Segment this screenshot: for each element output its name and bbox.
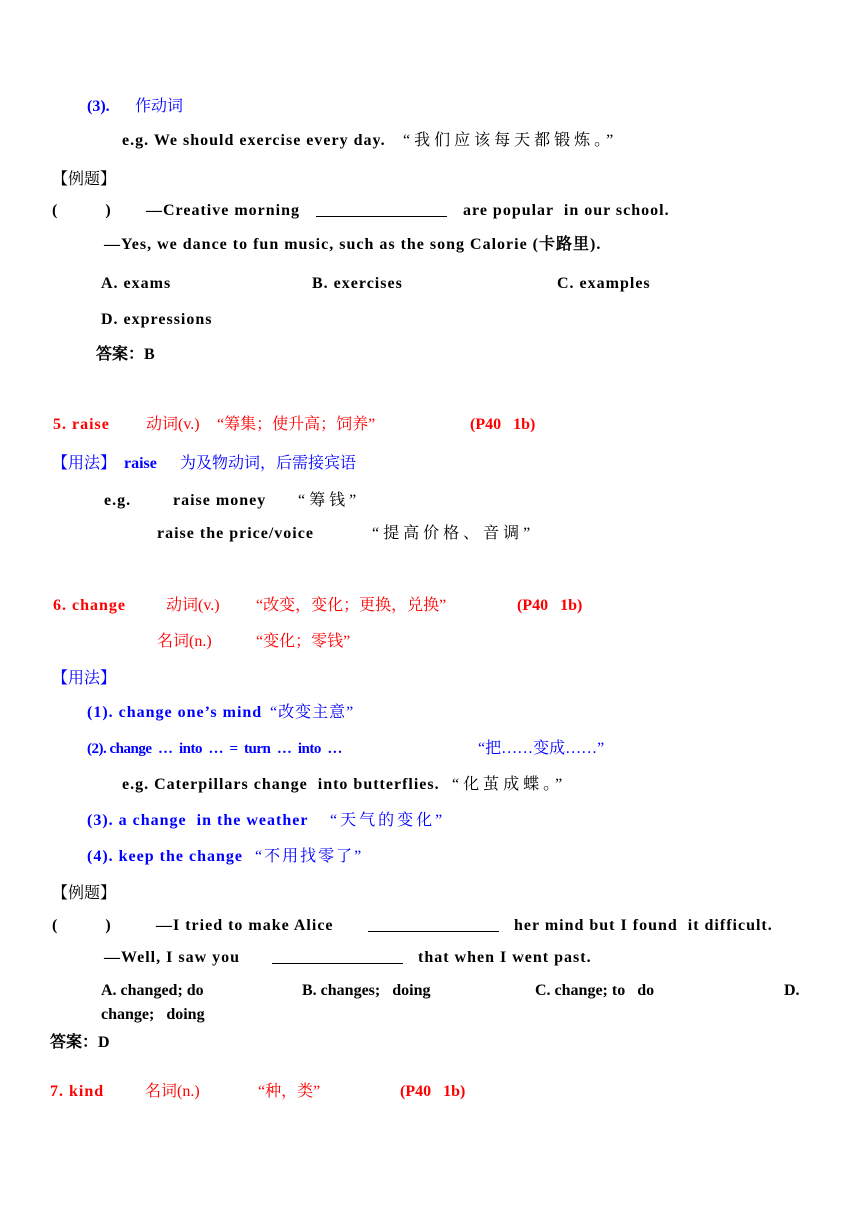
word6-usage3-en: (3). a change in the weather	[87, 812, 309, 829]
example2-answer-blank-2	[272, 949, 403, 964]
example1-question-part1: —Creative morning	[146, 202, 301, 219]
example2-answer: 答案：D	[50, 1034, 110, 1051]
example1-question-part2: are popular in our school.	[463, 202, 670, 219]
word6-ref: (P40 1b)	[517, 597, 583, 614]
word7-pos: 名词(n.)	[145, 1083, 200, 1100]
word6-eg-en: e.g. Caterpillars change into butterflies.	[122, 776, 440, 793]
word6-pos-verb: 动词(v.)	[166, 597, 220, 614]
example2-option-d-text: change; doing	[101, 1006, 205, 1023]
example2-paren: ( )	[52, 917, 111, 934]
example1-answer-blank	[316, 202, 447, 217]
word5-usage-tag: 【用法】	[52, 455, 117, 472]
example2-option-b: B. changes; doing	[302, 982, 431, 999]
example1-option-d: D. expressions	[101, 311, 213, 328]
word6-usage2-en: (2). change … into … = turn … into …	[87, 741, 342, 757]
word6-usage1-cn: “改变主意”	[270, 704, 355, 721]
word5-ref: (P40 1b)	[470, 416, 536, 433]
sec3-example-en: e.g. We should exercise every day.	[122, 132, 386, 149]
word7-heading: 7. kind	[50, 1083, 105, 1100]
example1-option-a: A. exams	[101, 275, 172, 292]
example2-option-d: D.	[784, 982, 800, 999]
word6-meaning-verb: “改变，变化；更换，兑换”	[256, 597, 447, 614]
example2-answer-blank-1	[368, 917, 499, 932]
example1-paren: ( )	[52, 202, 111, 219]
sec3-example-cn: “我们应该每天都锻炼。”	[403, 132, 618, 149]
example2-question2-part2: that when I went past.	[418, 949, 592, 966]
word5-eg2-cn: “提高价格、音调”	[372, 525, 535, 542]
word6-usage1-en: (1). change one’s mind	[87, 704, 263, 721]
word5-meaning: “筹集；使升高；饲养”	[217, 416, 376, 433]
word5-pos: 动词(v.)	[146, 416, 200, 433]
word6-heading: 6. change	[53, 597, 126, 614]
word6-usage4-cn: “不用找零了”	[255, 848, 364, 865]
word5-heading: 5. raise	[53, 416, 110, 433]
word6-pos-noun: 名词(n.)	[157, 633, 212, 650]
word6-eg-cn: “化茧成蝶。”	[452, 776, 567, 793]
example2-question-part2: her mind but I found it difficult.	[514, 917, 773, 934]
sec3-label: 作动词	[135, 98, 184, 115]
word6-usage-tag: 【用法】	[52, 670, 117, 687]
word6-usage4-en: (4). keep the change	[87, 848, 243, 865]
word5-eg1-cn: “筹钱”	[298, 492, 361, 509]
example2-tag: 【例题】	[52, 885, 117, 902]
word5-eg1-en: raise money	[173, 492, 267, 509]
example1-tag: 【例题】	[52, 171, 117, 188]
example1-option-b: B. exercises	[312, 275, 403, 292]
word5-eg2-en: raise the price/voice	[157, 525, 314, 542]
example2-question2-part1: —Well, I saw you	[104, 949, 241, 966]
word6-usage3-cn: “天气的变化”	[330, 812, 446, 829]
word5-usage-note: 为及物动词，后需接宾语	[180, 455, 357, 472]
example2-option-a: A. changed; do	[101, 982, 204, 999]
word5-eg-label: e.g.	[104, 492, 132, 509]
example2-question-part1: —I tried to make Alice	[156, 917, 334, 934]
word6-usage2-cn: “把……变成……”	[478, 740, 605, 757]
word7-ref: (P40 1b)	[400, 1083, 466, 1100]
example1-option-c: C. examples	[557, 275, 651, 292]
word6-meaning-noun: “变化；零钱”	[256, 633, 351, 650]
example1-question-line2: —Yes, we dance to fun music, such as the song Calorie (卡路里).	[104, 236, 602, 253]
example2-option-c: C. change; to do	[535, 982, 655, 999]
sec3-number: (3).	[87, 98, 110, 115]
example1-answer: 答案：B	[96, 346, 155, 363]
word5-usage-word: raise	[124, 455, 157, 472]
word7-meaning: “种，类”	[258, 1083, 321, 1100]
